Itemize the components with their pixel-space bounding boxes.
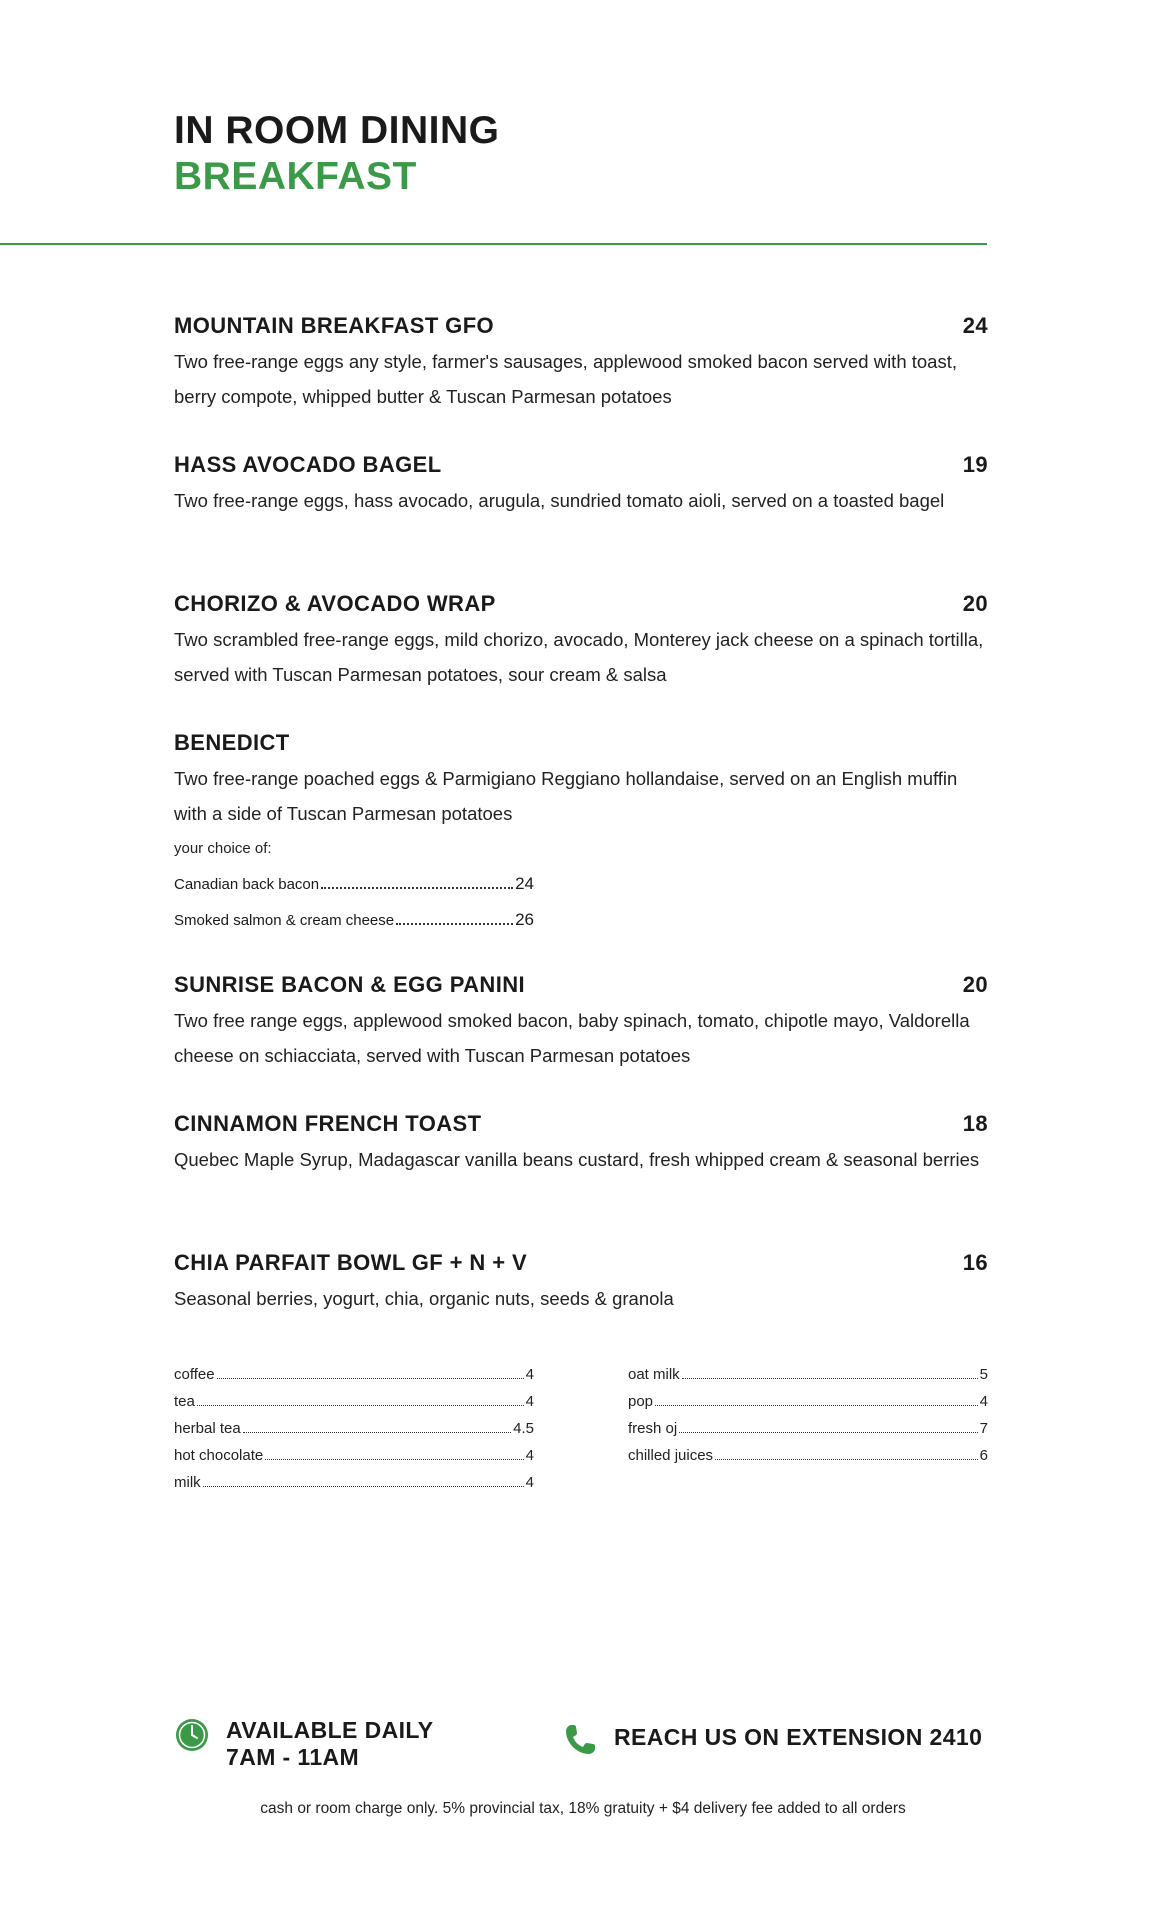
item-name: CHIA PARFAIT BOWL GF + N + V [174, 1250, 528, 1275]
menu-item [174, 969, 988, 1073]
dot-leader [203, 1486, 524, 1487]
item-name: CHORIZO & AVOCADO WRAP [174, 591, 496, 616]
item-name: CINNAMON FRENCH TOAST [174, 1111, 482, 1136]
phone-icon [562, 1722, 598, 1758]
drink-label: pop [628, 1393, 654, 1410]
item-description: Quebec Maple Syrup, Madagascar vanilla beans custard, fresh whipped cream & seasonal berries [174, 1149, 980, 1170]
clock-icon [174, 1717, 210, 1753]
option-price: 26 [515, 910, 534, 929]
menu-item [174, 588, 988, 692]
drink-row [174, 1361, 534, 1388]
drink-label: tea [174, 1393, 195, 1410]
drinks-list-right [628, 1361, 988, 1469]
drink-row [174, 1442, 534, 1469]
drink-price: 4 [525, 1474, 534, 1491]
option-label: Canadian back bacon [174, 876, 320, 893]
drink-price: 7 [979, 1420, 988, 1437]
choice-label: your choice of: [174, 840, 272, 857]
footer-note: cash or room charge only. 5% provincial tax, 18% gratuity + $4 delivery fee added to all orders [260, 1800, 906, 1817]
dot-leader [682, 1378, 978, 1379]
hours-line2: 7AM - 11AM [226, 1744, 360, 1770]
dot-leader [243, 1432, 511, 1433]
drink-label: milk [174, 1474, 201, 1491]
option-label: Smoked salmon & cream cheese [174, 912, 395, 929]
drink-row [628, 1388, 988, 1415]
benedict-option [174, 902, 534, 938]
drink-price: 4 [979, 1393, 988, 1410]
dot-leader [265, 1459, 523, 1460]
item-price: 19 [962, 452, 988, 477]
drink-row [174, 1415, 534, 1442]
drink-label: chilled juices [628, 1447, 714, 1464]
contact-text: REACH US ON EXTENSION 2410 [614, 1724, 983, 1750]
dot-leader [396, 923, 513, 925]
item-name: MOUNTAIN BREAKFAST GFO [174, 313, 495, 338]
drink-label: oat milk [628, 1366, 680, 1383]
drink-row [628, 1361, 988, 1388]
drink-label: coffee [174, 1366, 215, 1383]
drink-price: 6 [979, 1447, 988, 1464]
item-price: 24 [962, 313, 988, 338]
drink-label: herbal tea [174, 1420, 241, 1437]
page-title: IN ROOM DINING [174, 109, 500, 152]
drinks-list-left [174, 1361, 534, 1496]
drink-price: 4.5 [513, 1420, 534, 1437]
menu-item [174, 1108, 988, 1177]
dot-leader [715, 1459, 978, 1460]
drink-price: 4 [525, 1447, 534, 1464]
drink-row [628, 1415, 988, 1442]
item-description: Two free-range eggs, hass avocado, arugula, sundried tomato aioli, served on a toasted bagel [174, 490, 945, 511]
item-description: Two scrambled free-range eggs, mild chorizo, avocado, Monterey jack cheese on a spinach tortilla, served with Tuscan Parmesan potatoes, sour cream & salsa [174, 629, 984, 685]
menu-header [174, 108, 500, 200]
contact-block [562, 1722, 982, 1758]
hours-block [174, 1717, 433, 1771]
dot-leader [679, 1432, 977, 1433]
dot-leader [217, 1378, 524, 1379]
menu-item [174, 310, 988, 414]
drink-label: hot chocolate [174, 1447, 264, 1464]
item-name: BENEDICT [174, 730, 290, 755]
drink-label: fresh oj [628, 1420, 678, 1437]
drink-row [174, 1388, 534, 1415]
menu-item-benedict [174, 727, 988, 938]
menu-item [174, 1247, 988, 1316]
item-name: SUNRISE BACON & EGG PANINI [174, 972, 526, 997]
item-description: Two free-range eggs any style, farmer's sausages, applewood smoked bacon served with toast, berry compote, whipped butter & Tuscan Parmesan potatoes [174, 351, 957, 407]
dot-leader [197, 1405, 524, 1406]
item-price: 16 [962, 1250, 988, 1275]
drink-row [174, 1469, 534, 1496]
drink-price: 4 [525, 1366, 534, 1383]
item-price: 18 [962, 1111, 988, 1136]
header-divider [0, 243, 987, 245]
page-subtitle: BREAKFAST [174, 155, 417, 198]
option-price: 24 [515, 874, 534, 893]
dot-leader [655, 1405, 978, 1406]
benedict-option [174, 866, 534, 902]
item-description: Seasonal berries, yogurt, chia, organic nuts, seeds & granola [174, 1288, 674, 1309]
drink-price: 5 [979, 1366, 988, 1383]
menu-item [174, 449, 988, 518]
drink-price: 4 [525, 1393, 534, 1410]
drink-row [628, 1442, 988, 1469]
item-name: HASS AVOCADO BAGEL [174, 452, 442, 477]
item-price: 20 [962, 972, 988, 997]
hours-line1: AVAILABLE DAILY [226, 1717, 434, 1743]
item-price: 20 [962, 591, 988, 616]
dot-leader [321, 887, 513, 889]
item-description: Two free-range poached eggs & Parmigiano Reggiano hollandaise, served on an English muffin with a side of Tuscan Parmesan potatoes [174, 768, 958, 824]
item-description: Two free range eggs, applewood smoked bacon, baby spinach, tomato, chipotle mayo, Valdorella cheese on schiacciata, served with Tuscan Parmesan potatoes [174, 1010, 970, 1066]
